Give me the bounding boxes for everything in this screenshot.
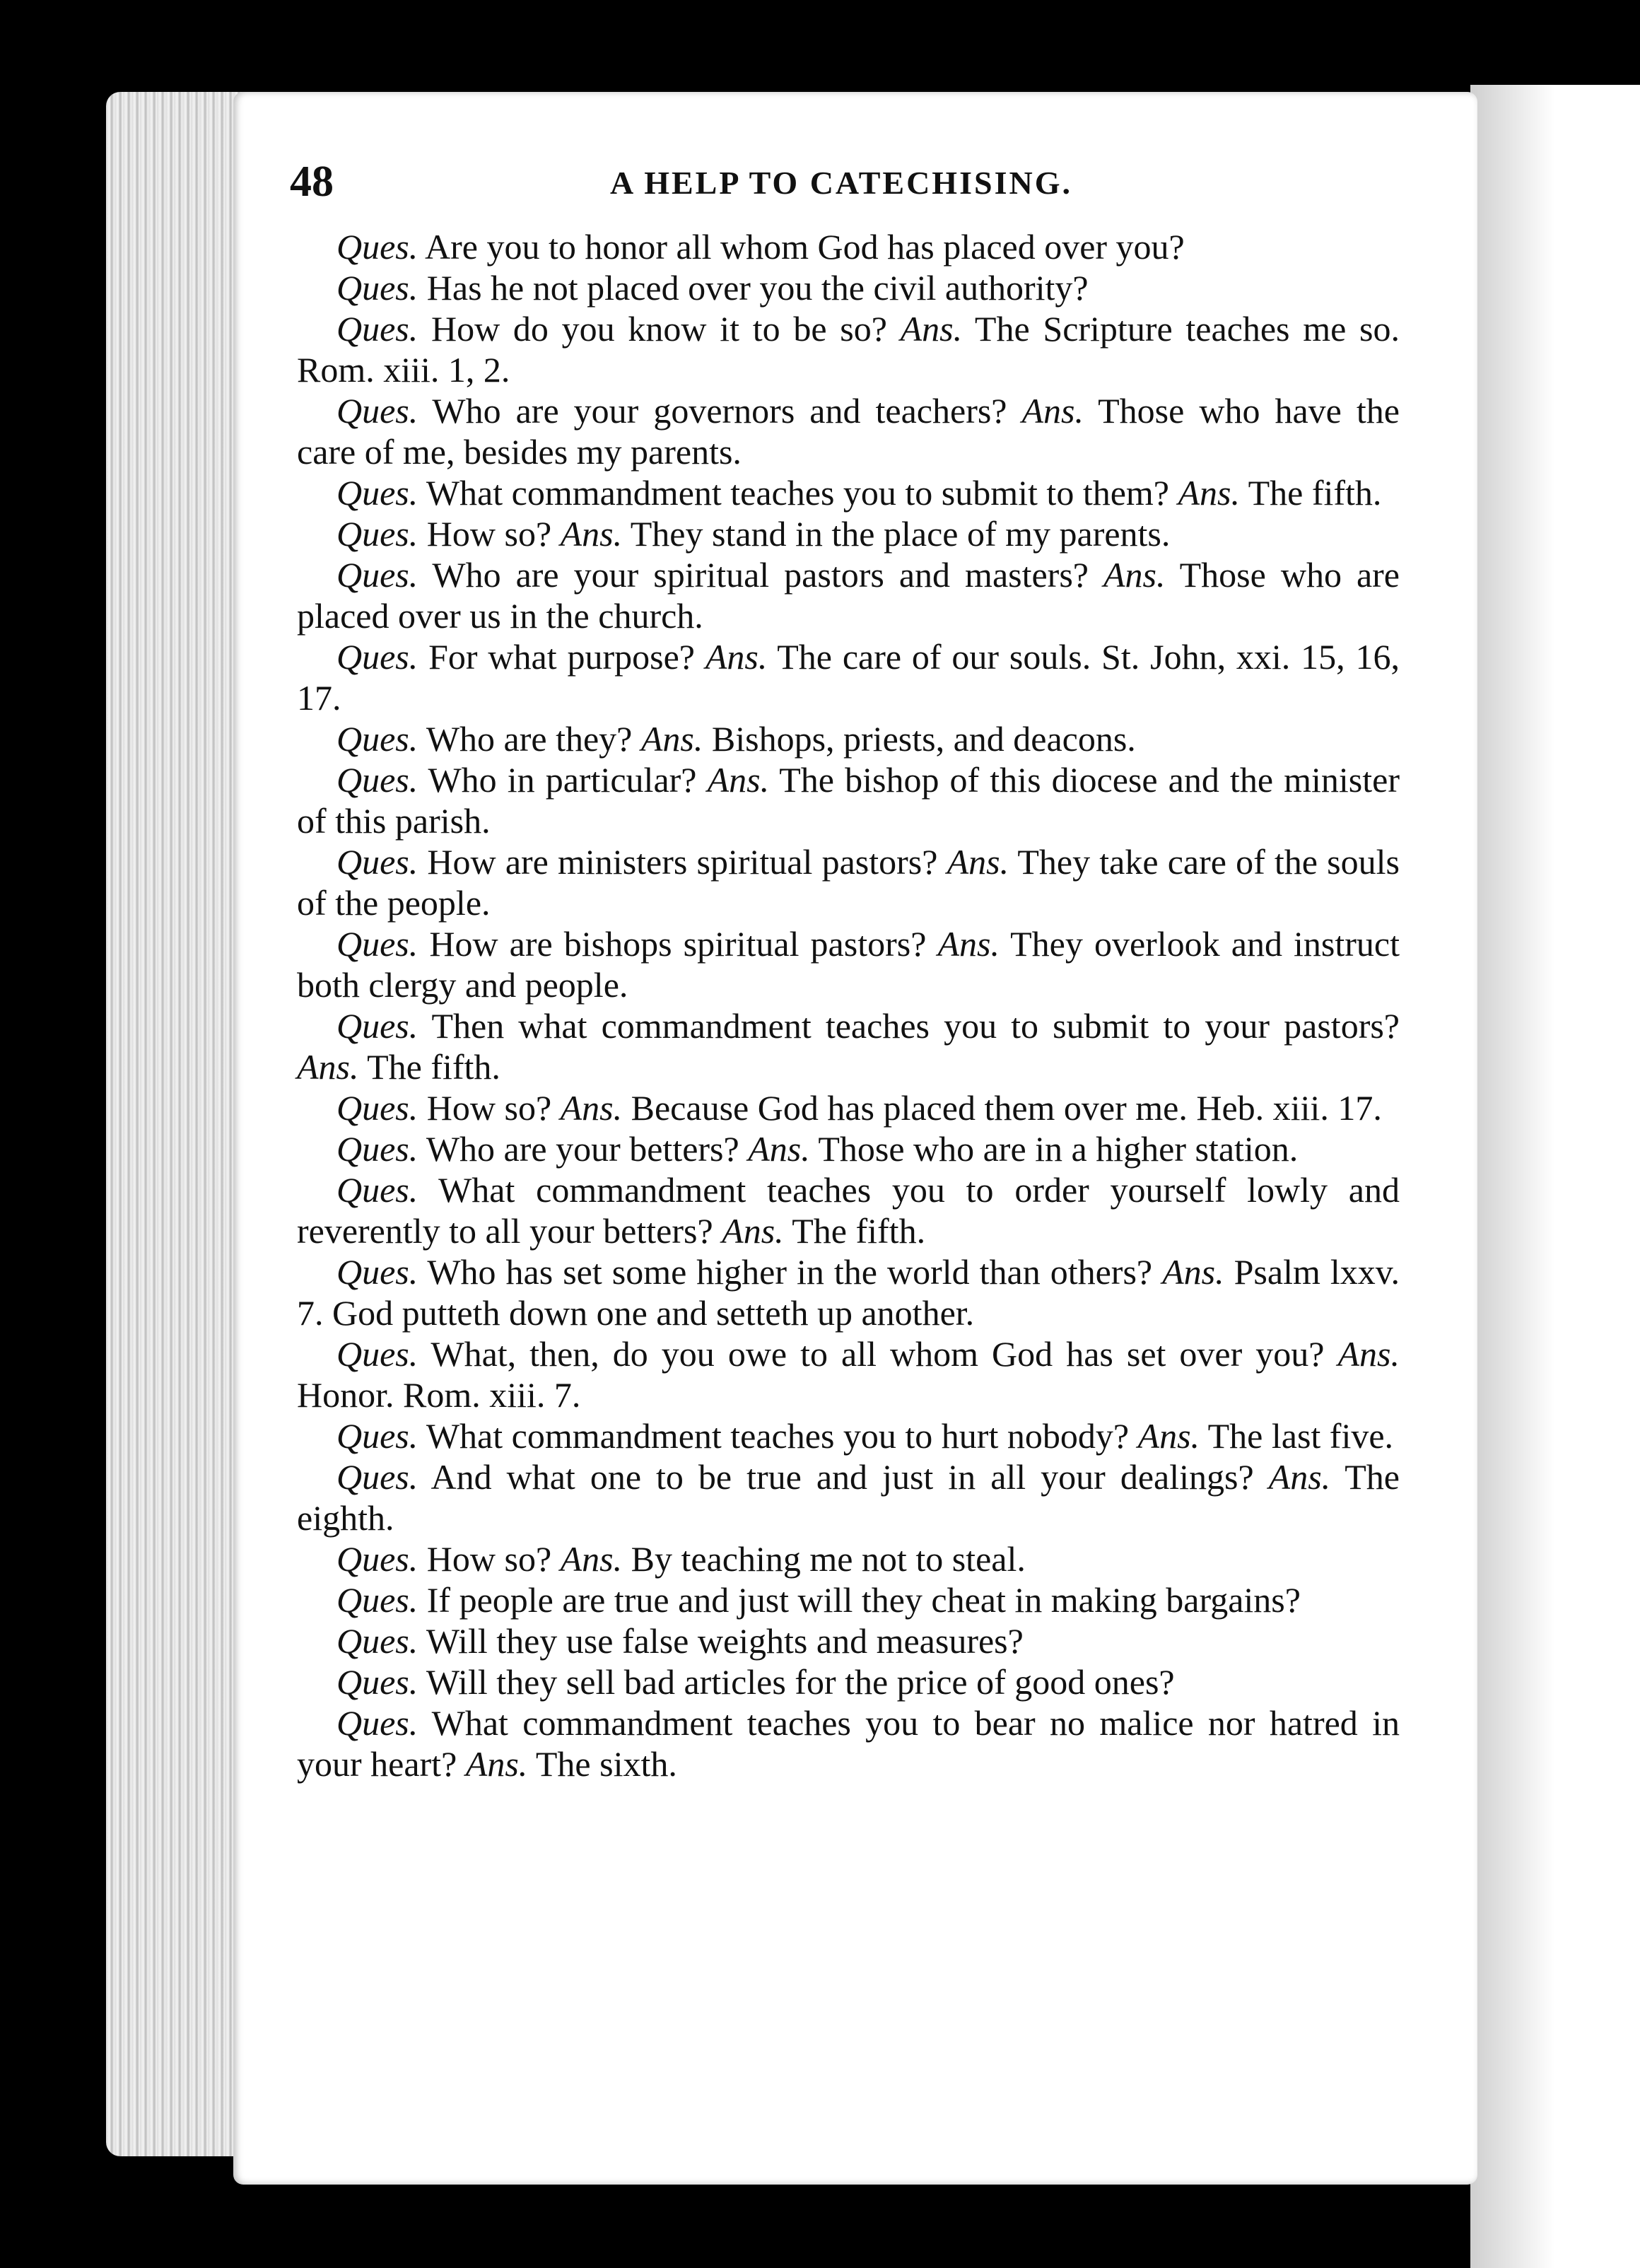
question-label: Ques.: [336, 1703, 418, 1743]
question-label: Ques.: [336, 391, 418, 431]
answer-text: They overlook and instruct both clergy and people.: [297, 924, 1400, 1005]
question-text: How are ministers spiritual pastors?: [418, 842, 947, 882]
answer-text: The fifth.: [783, 1211, 926, 1251]
qa-entry: [297, 1702, 1400, 1784]
catechism-text: [297, 226, 1400, 1784]
qa-entry: [297, 923, 1400, 1005]
answer-label: Ans.: [560, 1539, 623, 1579]
answer-text: Those who are in a higher station.: [809, 1129, 1299, 1169]
qa-entry: [297, 1456, 1400, 1538]
question-text: For what purpose?: [418, 637, 705, 677]
question-label: Ques.: [336, 1334, 418, 1374]
question-label: Ques.: [336, 760, 418, 800]
qa-entry: [297, 1128, 1400, 1169]
qa-entry: [297, 390, 1400, 472]
answer-label: Ans.: [748, 1129, 810, 1169]
answer-label: Ans.: [1137, 1416, 1200, 1456]
book-page-edges: [106, 92, 247, 2156]
question-text: Who are they?: [418, 719, 641, 759]
answer-label: Ans.: [1103, 555, 1166, 595]
qa-entry: [297, 554, 1400, 636]
answer-text: Because God has placed them over me. Heb. xiii. 17.: [622, 1088, 1382, 1128]
page-header: [290, 157, 1393, 214]
answer-text: Bishops, priests, and deacons.: [703, 719, 1136, 759]
question-text: How are bishops spiritual pastors?: [418, 924, 938, 964]
qa-entry: [297, 513, 1400, 554]
question-label: Ques.: [336, 268, 418, 308]
question-text: What commandment teaches you to order yourself lowly and reverently to all your betters?: [297, 1170, 1400, 1251]
answer-text: By teaching me not to steal.: [622, 1539, 1026, 1579]
book-page: [233, 92, 1477, 2185]
answer-label: Ans.: [1268, 1457, 1331, 1497]
question-text: Who are your spiritual pastors and masters?: [418, 555, 1104, 595]
question-label: Ques.: [336, 1416, 418, 1456]
question-label: Ques.: [336, 1129, 418, 1169]
question-text: How so?: [418, 1088, 561, 1128]
answer-label: Ans.: [1337, 1334, 1400, 1374]
answer-label: Ans.: [1162, 1252, 1224, 1292]
answer-text: The eighth.: [297, 1457, 1400, 1538]
question-label: Ques.: [336, 1457, 418, 1497]
qa-entry: [297, 636, 1400, 718]
facing-page-edge: [1470, 85, 1640, 2268]
answer-text: The last five.: [1200, 1416, 1394, 1456]
answer-label: Ans.: [722, 1211, 784, 1251]
answer-label: Ans.: [297, 1047, 359, 1087]
answer-text: The fifth.: [358, 1047, 500, 1087]
question-label: Ques.: [336, 1006, 418, 1046]
answer-text: They stand in the place of my parents.: [622, 514, 1171, 554]
qa-entry: [297, 841, 1400, 923]
question-label: Ques.: [336, 842, 418, 882]
question-text: What commandment teaches you to bear no malice nor hatred in your heart?: [297, 1703, 1400, 1784]
answer-text: Honor. Rom. xiii. 7.: [297, 1375, 581, 1415]
answer-label: Ans.: [947, 842, 1009, 882]
question-text: And what one to be true and just in all your dealings?: [418, 1457, 1269, 1497]
question-label: Ques.: [336, 637, 418, 677]
question-text: What, then, do you owe to all whom God has set over you?: [418, 1334, 1338, 1374]
answer-label: Ans.: [900, 309, 963, 349]
question-label: Ques.: [336, 514, 418, 554]
question-label: Ques.: [336, 1662, 418, 1702]
qa-entry: [297, 267, 1400, 308]
question-text: Who has set some higher in the world than others?: [418, 1252, 1163, 1292]
question-text: Who in particular?: [418, 760, 708, 800]
question-text: Who are your governors and teachers?: [418, 391, 1022, 431]
question-label: Ques.: [336, 1088, 418, 1128]
question-label: Ques.: [336, 1252, 418, 1292]
answer-text: The sixth.: [527, 1744, 677, 1784]
question-label: Ques.: [336, 1621, 418, 1661]
answer-label: Ans.: [707, 760, 770, 800]
answer-label: Ans.: [705, 637, 768, 677]
answer-label: Ans.: [640, 719, 703, 759]
qa-entry: [297, 1087, 1400, 1128]
qa-entry: [297, 1661, 1400, 1702]
answer-label: Ans.: [1021, 391, 1084, 431]
answer-label: Ans.: [937, 924, 1000, 964]
page-number: 48: [290, 158, 334, 206]
qa-entry: [297, 308, 1400, 390]
question-text: How so?: [418, 514, 561, 554]
question-label: Ques.: [336, 473, 418, 513]
answer-text: Those who are placed over us in the church.: [297, 555, 1400, 636]
qa-entry: [297, 1415, 1400, 1456]
answer-label: Ans.: [560, 514, 623, 554]
qa-entry: [297, 1620, 1400, 1661]
answer-text: The bishop of this diocese and the minister of this parish.: [297, 760, 1400, 841]
qa-entry: [297, 1005, 1400, 1087]
question-label: Ques.: [336, 555, 418, 595]
question-text: Will they sell bad articles for the price of good ones?: [418, 1662, 1175, 1702]
question-label: Ques.: [336, 924, 418, 964]
qa-entry: [297, 1169, 1400, 1251]
question-label: Ques.: [336, 1580, 418, 1620]
question-label: Ques.: [336, 309, 418, 349]
qa-entry: [297, 1251, 1400, 1333]
question-text: Are you to honor all whom God has placed over you?: [418, 227, 1185, 267]
question-text: Who are your betters?: [418, 1129, 749, 1169]
question-text: How so?: [418, 1539, 561, 1579]
answer-text: Psalm lxxv. 7. God putteth down one and setteth up another.: [297, 1252, 1400, 1333]
qa-entry: [297, 472, 1400, 513]
answer-label: Ans.: [465, 1744, 528, 1784]
qa-entry: [297, 1333, 1400, 1415]
question-label: Ques.: [336, 1539, 418, 1579]
question-text: Then what commandment teaches you to submit to your pastors?: [418, 1006, 1400, 1046]
answer-label: Ans.: [560, 1088, 623, 1128]
question-text: How do you know it to be so?: [418, 309, 901, 349]
qa-entry: [297, 1538, 1400, 1579]
question-text: What commandment teaches you to submit to them?: [418, 473, 1178, 513]
answer-text: Those who have the care of me, besides my parents.: [297, 391, 1400, 472]
running-head: A HELP TO CATECHISING.: [610, 165, 1072, 201]
qa-entry: [297, 718, 1400, 759]
question-label: Ques.: [336, 719, 418, 759]
qa-entry: [297, 759, 1400, 841]
question-label: Ques.: [336, 227, 418, 267]
qa-entry: [297, 1579, 1400, 1620]
qa-entry: [297, 226, 1400, 267]
answer-text: The care of our souls. St. John, xxi. 15, 16, 17.: [297, 637, 1400, 718]
question-text: Has he not placed over you the civil authority?: [418, 268, 1089, 308]
question-text: What commandment teaches you to hurt nobody?: [418, 1416, 1138, 1456]
answer-label: Ans.: [1178, 473, 1240, 513]
question-text: If people are true and just will they cheat in making bargains?: [418, 1580, 1301, 1620]
answer-text: The Scripture teaches me so. Rom. xiii. 1, 2.: [297, 309, 1400, 390]
answer-text: The fifth.: [1240, 473, 1382, 513]
answer-text: They take care of the souls of the people.: [297, 842, 1400, 923]
question-label: Ques.: [336, 1170, 418, 1210]
question-text: Will they use false weights and measures?: [418, 1621, 1024, 1661]
